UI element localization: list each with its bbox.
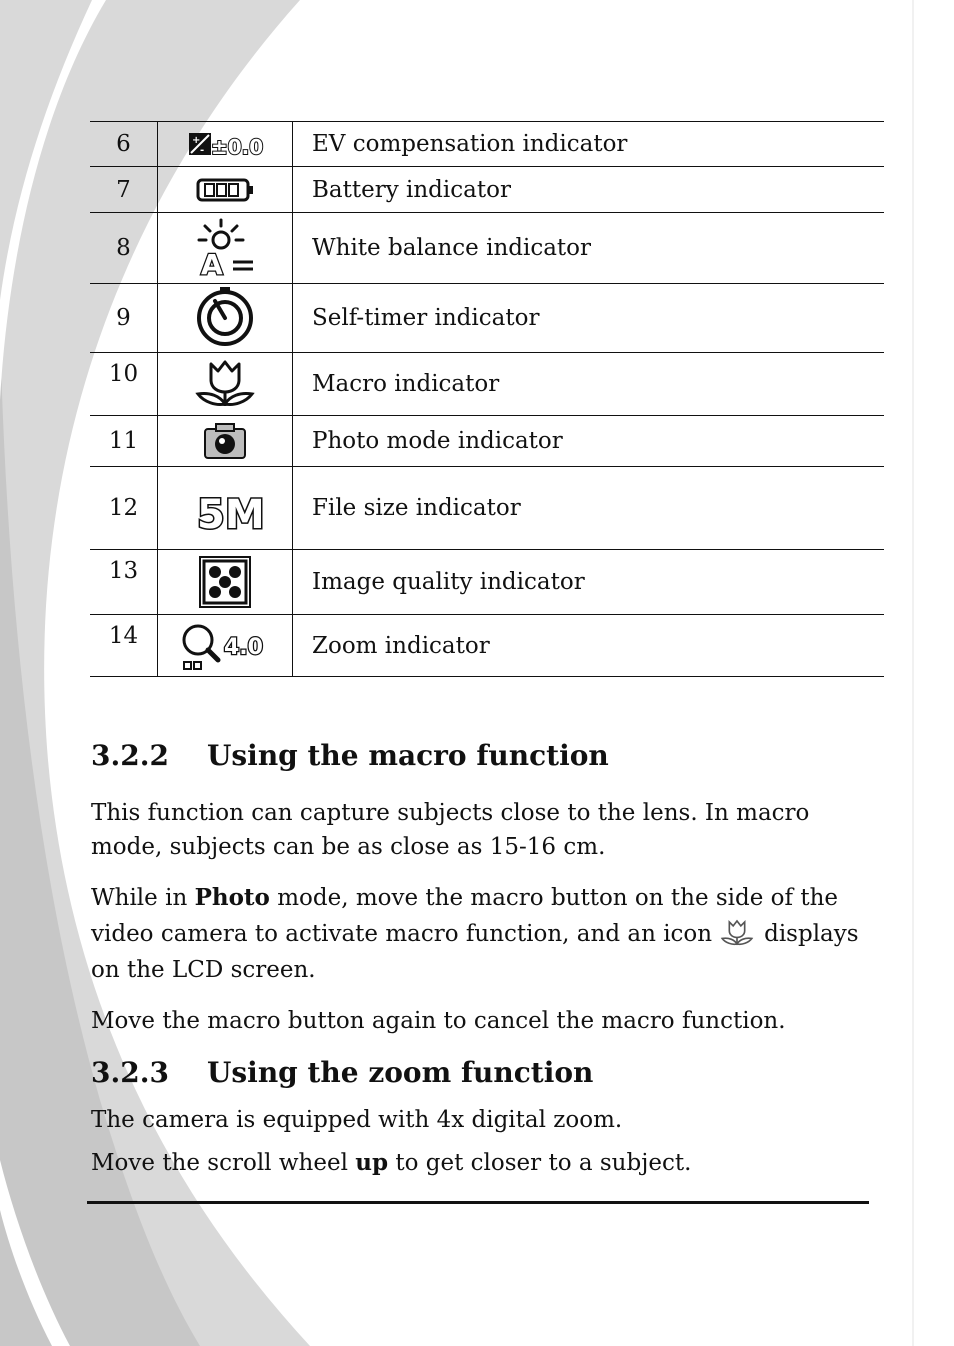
self-timer-icon <box>158 284 293 353</box>
svg-text:A: A <box>201 248 223 281</box>
section-heading-zoom <box>91 1056 593 1089</box>
bold-text: Photo <box>194 884 270 911</box>
row-description: Self-timer indicator <box>293 284 885 353</box>
row-number: 12 <box>90 467 158 550</box>
section-title: Using the zoom function <box>207 1056 594 1089</box>
section-heading-macro <box>91 739 609 772</box>
row-number: 14 <box>90 615 158 677</box>
row-description: File size indicator <box>293 467 885 550</box>
table-row <box>90 353 884 416</box>
row-description: Photo mode indicator <box>293 416 885 467</box>
row-number: 7 <box>90 167 158 213</box>
svg-text:±0.0: ±0.0 <box>211 135 264 159</box>
row-number: 13 <box>90 550 158 615</box>
row-description: Image quality indicator <box>293 550 885 615</box>
svg-text:+: + <box>192 135 201 146</box>
table-row <box>90 615 884 677</box>
zoom-icon <box>158 615 293 677</box>
image-quality-icon <box>158 550 293 615</box>
row-description: Macro indicator <box>293 353 885 416</box>
ev-compensation-icon <box>158 122 293 167</box>
table-row <box>90 467 884 550</box>
photo-camera-icon <box>158 416 293 467</box>
table-row <box>90 550 884 615</box>
row-description: White balance indicator <box>293 213 885 284</box>
table-row <box>90 416 884 467</box>
battery-icon <box>158 167 293 213</box>
section-number: 3.2.2 <box>91 739 169 772</box>
row-number: 9 <box>90 284 158 353</box>
file-size-icon <box>158 467 293 550</box>
row-number: 8 <box>90 213 158 284</box>
paragraph: Move the macro button again to cancel the macro function. <box>91 1008 786 1034</box>
paragraph: While in Photo mode, move the macro button on the side of the video camera to activate macro function, and an icon displays on the LCD screen. <box>91 884 859 983</box>
row-description: Zoom indicator <box>293 615 885 677</box>
indicator-table <box>90 121 884 677</box>
row-number: 10 <box>90 353 158 416</box>
bold-text: up <box>355 1149 389 1176</box>
table-row <box>90 284 884 353</box>
row-number: 6 <box>90 122 158 167</box>
row-number: 11 <box>90 416 158 467</box>
section-number: 3.2.3 <box>91 1056 169 1089</box>
table-row <box>90 122 884 167</box>
bottom-divider <box>87 1201 869 1204</box>
paragraph: The camera is equipped with 4x digital zoom. <box>91 1107 623 1133</box>
svg-text:5M: 5M <box>197 492 265 538</box>
table-row <box>90 213 884 284</box>
white-balance-auto-icon <box>158 213 293 284</box>
row-description: EV compensation indicator <box>293 122 885 167</box>
svg-text:4.0: 4.0 <box>224 634 263 660</box>
macro-flower-icon <box>720 917 754 949</box>
row-description: Battery indicator <box>293 167 885 213</box>
paragraph: Move the scroll wheel up to get closer to a subject. <box>91 1149 692 1176</box>
paragraph: This function can capture subjects close to the lens. In macro mode, subjects can be as close as 15-16 cm. <box>91 800 810 860</box>
table-row <box>90 167 884 213</box>
section-title: Using the macro function <box>207 739 609 772</box>
macro-flower-icon <box>158 353 293 416</box>
page-right-edge <box>912 0 914 1346</box>
svg-text:-: - <box>200 145 205 156</box>
